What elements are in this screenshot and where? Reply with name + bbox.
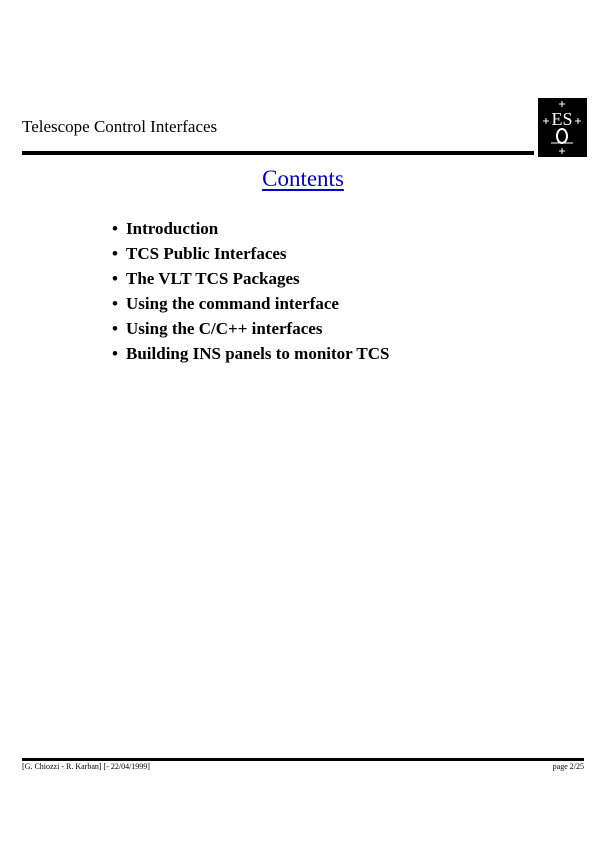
- bullet: •: [112, 319, 118, 338]
- list-item-label: The VLT TCS Packages: [126, 269, 300, 288]
- list-item: [112, 343, 389, 368]
- bullet: •: [112, 219, 118, 238]
- contents-list: [112, 218, 389, 368]
- list-item-label: TCS Public Interfaces: [126, 244, 287, 263]
- list-item: [112, 243, 389, 268]
- footer-page-number: page 2/25: [552, 762, 584, 771]
- header-rule: [22, 151, 534, 155]
- list-item-label: Using the command interface: [126, 294, 339, 313]
- footer-authors: [G. Chiozzi - R. Karban] [- 22/04/1999]: [22, 762, 150, 771]
- bullet: •: [112, 344, 118, 363]
- contents-link[interactable]: Contents: [262, 166, 344, 191]
- bullet: •: [112, 244, 118, 263]
- eso-logo-icon: [538, 98, 587, 157]
- list-item: [112, 293, 389, 318]
- header-title: Telescope Control Interfaces: [22, 117, 218, 136]
- page-heading: [0, 166, 606, 192]
- list-item: [112, 268, 389, 293]
- list-item-label: Building INS panels to monitor TCS: [126, 344, 390, 363]
- list-item: [112, 318, 389, 343]
- bullet: •: [112, 269, 118, 288]
- list-item: [112, 218, 389, 243]
- bullet: •: [112, 294, 118, 313]
- list-item-label: Introduction: [126, 219, 219, 238]
- list-item-label: Using the C/C++ interfaces: [126, 319, 323, 338]
- footer-rule: [22, 758, 584, 761]
- svg-text:ES: ES: [551, 109, 573, 129]
